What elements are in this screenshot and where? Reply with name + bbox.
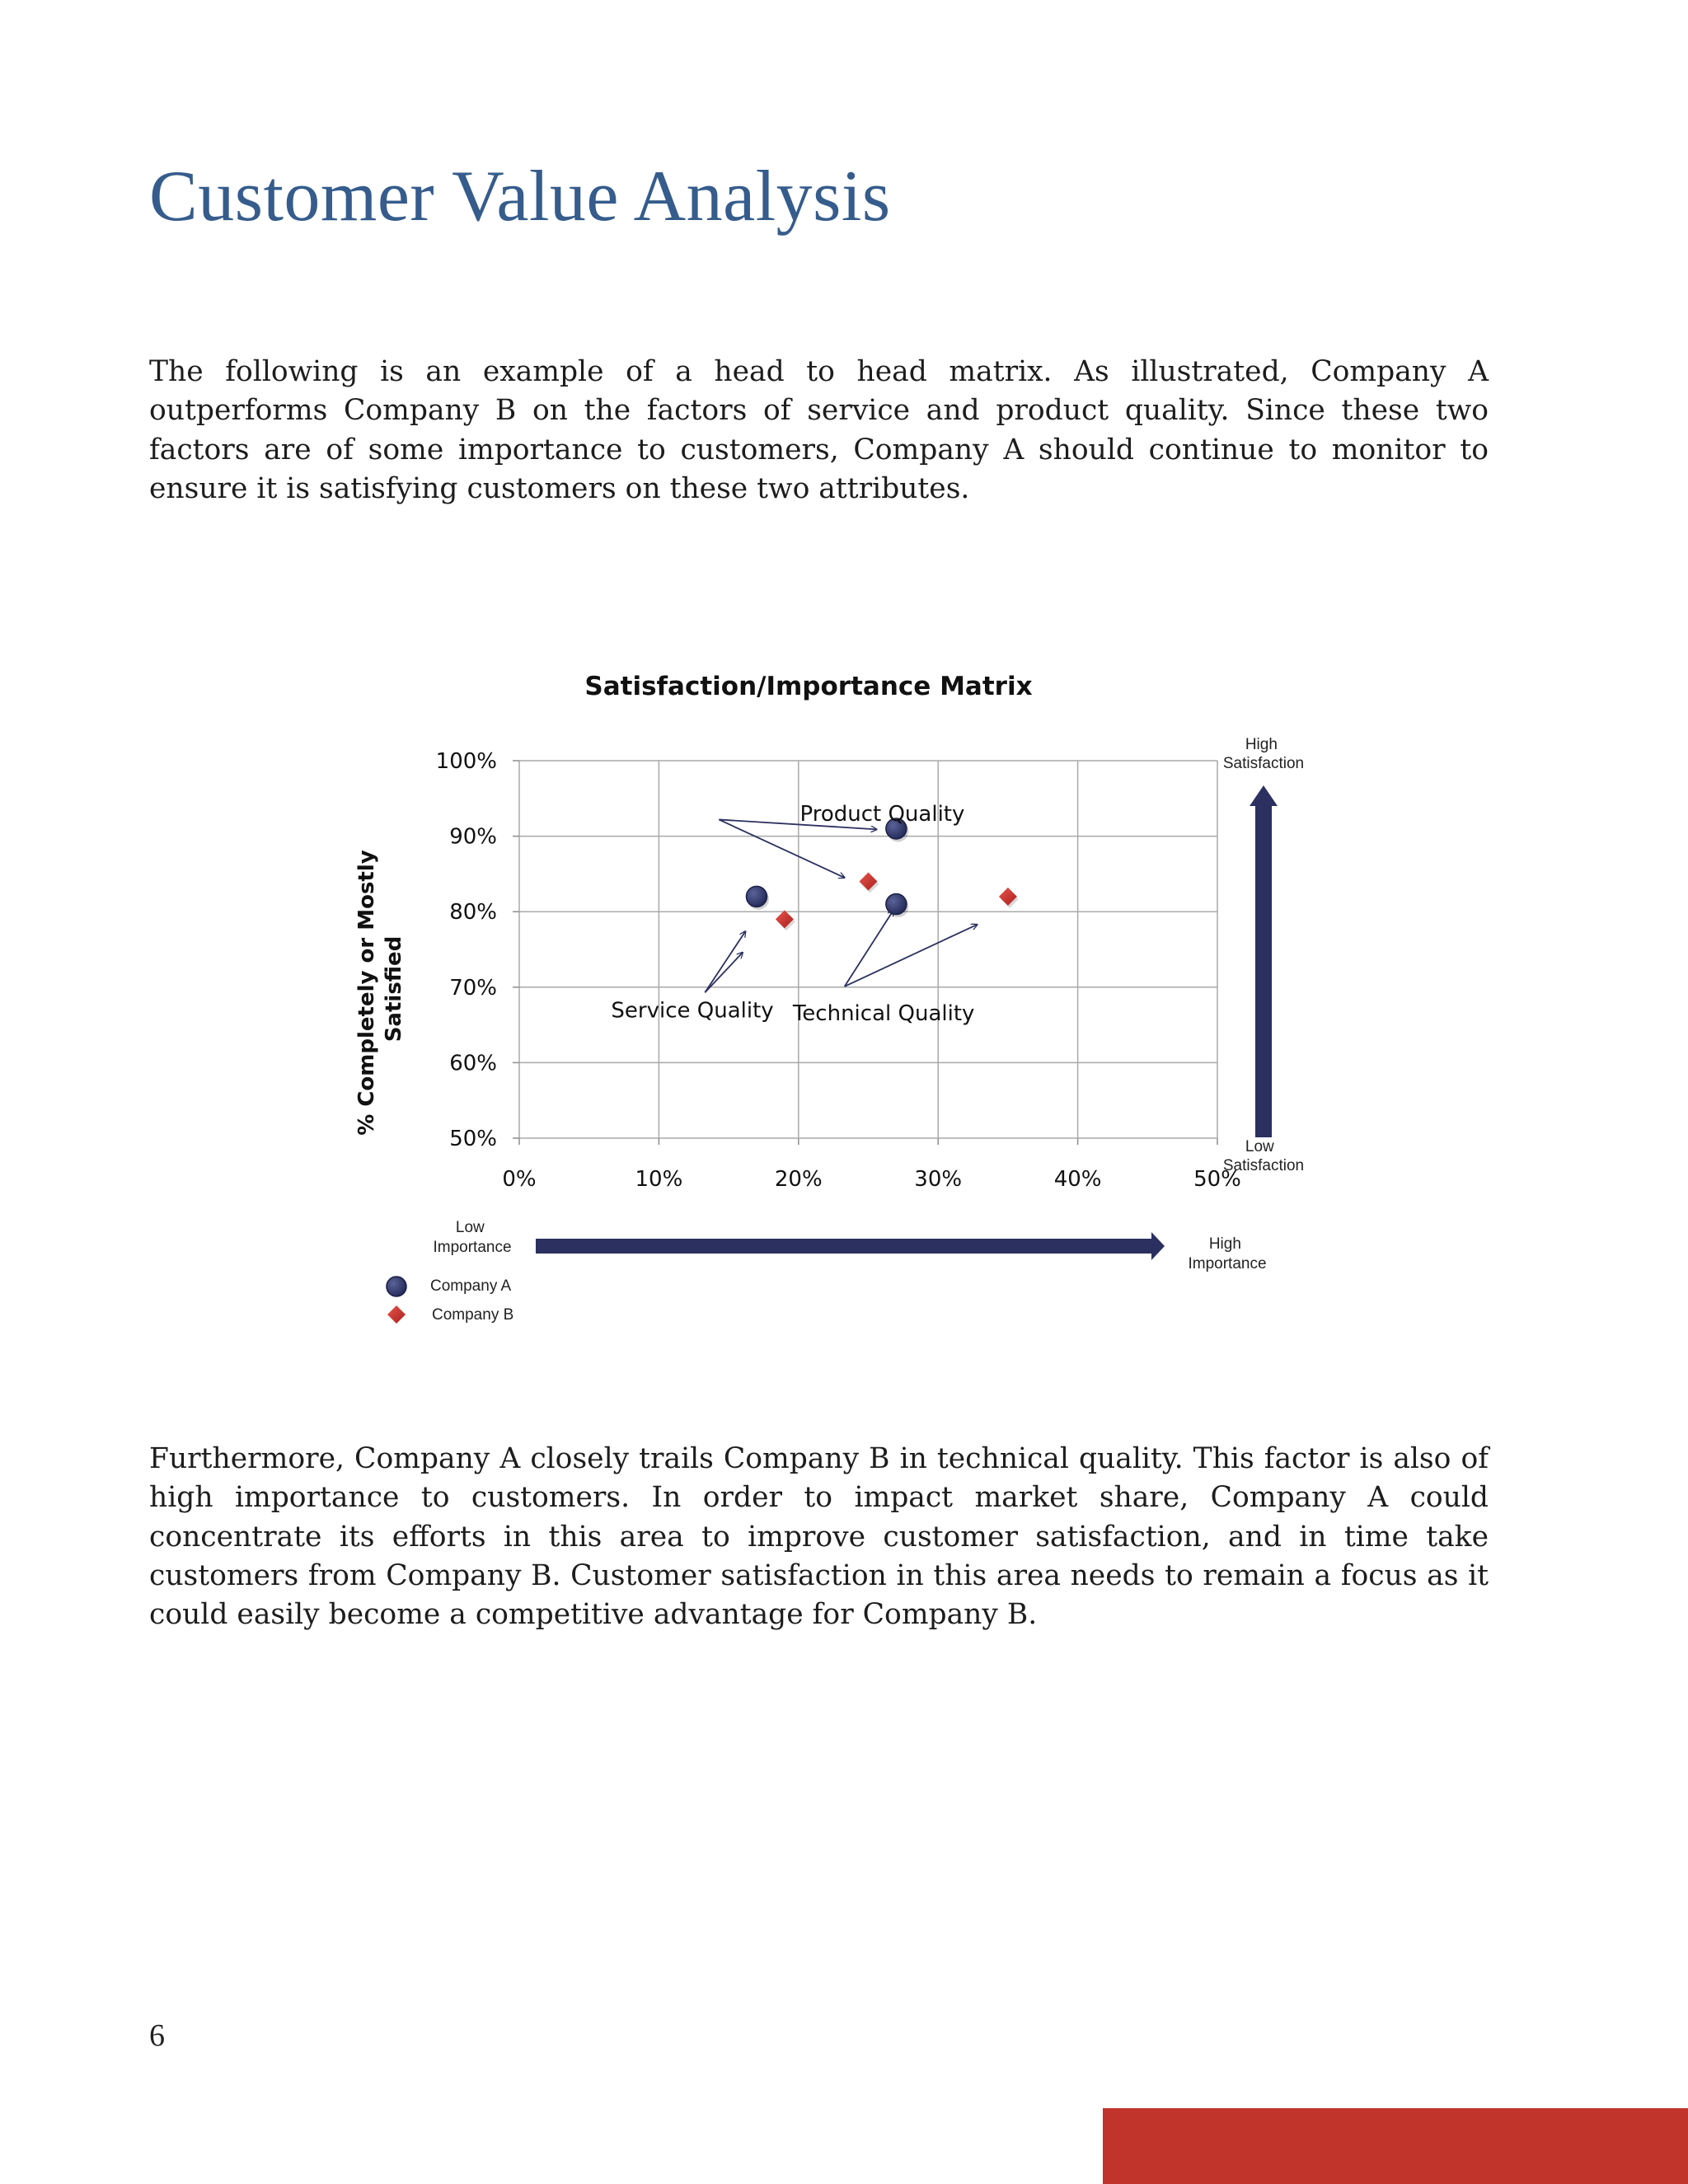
x-tick-label: 0% — [502, 1167, 537, 1192]
y-axis-label-line-1: % Completely or Mostly — [354, 850, 379, 1136]
y-axis-label-line-2: Satisfied — [382, 935, 406, 1043]
page-number: 6 — [149, 2018, 165, 2053]
x-tick-label: 40% — [1053, 1167, 1102, 1192]
footer-accent-bar — [1103, 2108, 1688, 2184]
satisfaction-arrow — [1250, 785, 1278, 1137]
y-tick-label: 70% — [449, 975, 497, 1001]
high-satisfaction-label: High Satisfaction — [1222, 736, 1305, 772]
annotation-label: Product Quality — [799, 802, 965, 827]
y-tick-label: 60% — [449, 1051, 497, 1076]
y-axis-ticks — [436, 749, 497, 1151]
x-tick-label: 30% — [914, 1167, 963, 1192]
importance-arrow — [536, 1232, 1165, 1260]
y-tick-label: 100% — [435, 749, 497, 774]
intro-paragraph: The following is an example of a head to head matrix. As illustrated, Company A outperforms Company B on the factors of service and product quality. Since these two factors are of some importance to customers, Company A should continue to monitor to ensure it is satisfying customers on these two attributes. — [149, 355, 1489, 505]
low-importance-label: Low Importance — [433, 1219, 512, 1256]
callout-arrow — [705, 931, 745, 992]
annotation-label: Service Quality — [611, 998, 774, 1024]
y-tick-label: 80% — [449, 900, 497, 926]
callout-arrow — [705, 953, 743, 993]
page-title: Customer Value Analysis — [149, 157, 891, 237]
legend-company-a-marker — [387, 1277, 406, 1296]
y-tick-label: 50% — [449, 1127, 497, 1151]
y-tick-label: 90% — [449, 824, 497, 850]
chart-title: Satisfaction/Importance Matrix — [584, 672, 1033, 701]
company-a-point — [886, 894, 907, 915]
callout-arrows — [705, 819, 977, 992]
low-satisfaction-label: Low Satisfaction — [1222, 1138, 1305, 1174]
legend-company-b-label: Company B — [432, 1306, 514, 1324]
x-tick-label: 50% — [1193, 1167, 1241, 1192]
company-a-point — [746, 886, 767, 907]
annotation-label: Technical Quality — [792, 1001, 975, 1026]
legend-company-a-label: Company A — [430, 1277, 512, 1295]
conclusion-paragraph: Furthermore, Company A closely trails Company B in technical quality. This factor is also of high importance to customers. In order to impact market share, Company A could concentrate its efforts in this area to improve customer satisfaction, and in time take customers from Company B. Customer satisfaction in this area needs to remain a focus as it could easily become a competitive advantage for Company B. — [149, 1442, 1489, 1632]
callout-arrow — [719, 819, 844, 878]
x-tick-label: 20% — [774, 1167, 823, 1192]
x-tick-label: 10% — [635, 1167, 683, 1192]
data-points — [746, 818, 1018, 930]
x-axis-ticks — [502, 1167, 1241, 1192]
y-axis-label — [354, 842, 406, 1136]
high-importance-label: High Importance — [1188, 1235, 1267, 1272]
chart-legend — [387, 1277, 513, 1324]
legend-company-b-marker — [387, 1305, 406, 1324]
